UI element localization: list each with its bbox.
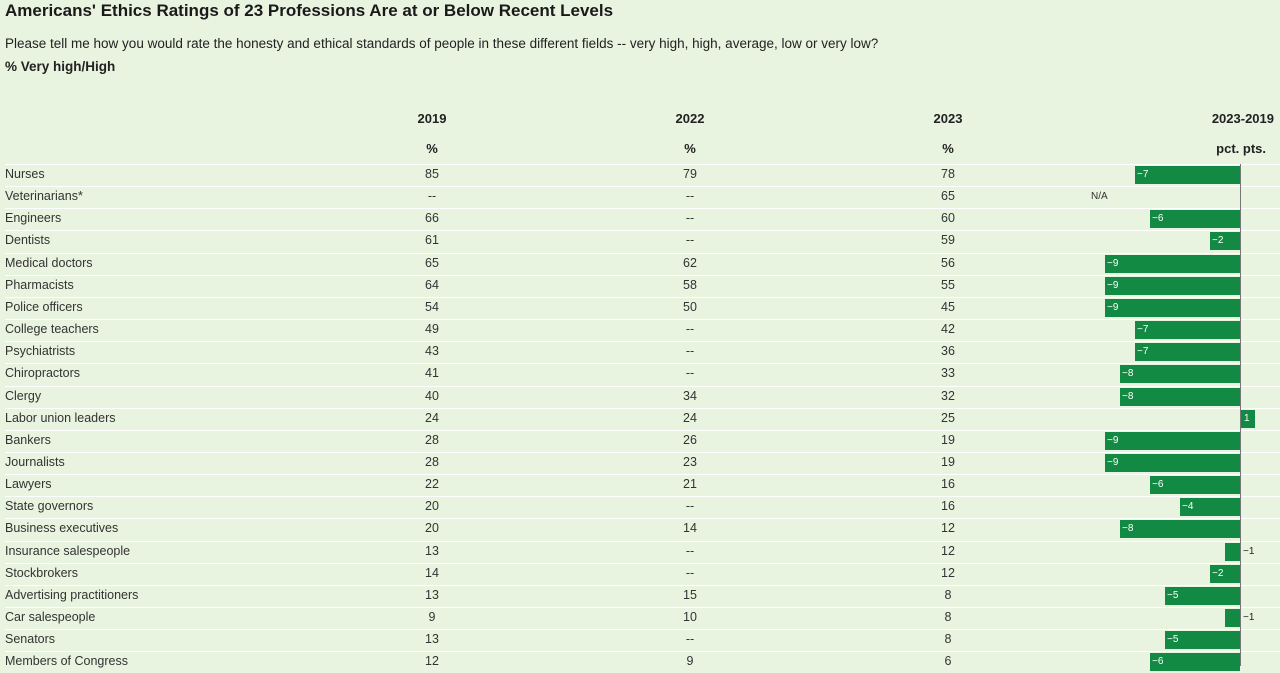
profession-name: Car salespeople <box>5 610 96 624</box>
value-2023: 33 <box>941 366 955 381</box>
value-2019: 24 <box>425 410 439 425</box>
value-2019: 66 <box>425 211 439 226</box>
diff-label: −4 <box>1182 501 1194 513</box>
value-2023: 8 <box>944 610 952 624</box>
diff-label: −6 <box>1152 479 1164 491</box>
table-row <box>0 208 1280 230</box>
diff-label: −9 <box>1107 301 1119 313</box>
value-2022: -- <box>685 499 695 514</box>
diff-bar <box>1105 277 1240 295</box>
value-2022: -- <box>685 344 695 359</box>
diff-label: −9 <box>1107 279 1119 291</box>
value-2023: 59 <box>941 233 955 248</box>
profession-name: Senators <box>5 632 56 647</box>
table-row <box>0 629 1280 651</box>
value-2023: 25 <box>941 410 955 425</box>
diff-label: −1 <box>1243 545 1255 557</box>
table-row <box>0 651 1280 673</box>
col-unit-diff: pct. pts. <box>1216 141 1266 156</box>
value-2022: -- <box>685 211 695 226</box>
table-row <box>0 230 1280 252</box>
col-unit-2023: % <box>942 141 954 156</box>
diff-label: 1 <box>1244 412 1250 424</box>
value-2019: -- <box>427 189 437 204</box>
diff-label: −7 <box>1137 169 1149 180</box>
na-label: N/A <box>1091 191 1108 203</box>
value-2023: 8 <box>944 587 952 602</box>
measure-label: % Very high/High <box>5 59 116 74</box>
value-2019: 20 <box>425 499 439 514</box>
table-row <box>0 164 1280 186</box>
profession-name: Engineers <box>5 211 62 226</box>
value-2019: 85 <box>425 167 439 181</box>
value-2023: 6 <box>944 654 952 669</box>
value-2019: 22 <box>425 477 439 492</box>
value-2022: -- <box>685 366 695 381</box>
diff-bar <box>1150 476 1240 494</box>
table-row <box>0 253 1280 275</box>
value-2022: -- <box>685 189 695 204</box>
diff-bar <box>1150 653 1240 671</box>
value-2019: 13 <box>425 543 439 558</box>
value-2019: 13 <box>425 587 439 602</box>
value-2022: 10 <box>683 610 697 624</box>
profession-name: College teachers <box>5 322 99 337</box>
value-2023: 16 <box>941 477 955 492</box>
diff-bar <box>1105 255 1240 273</box>
value-2023: 16 <box>941 499 955 514</box>
value-2023: 12 <box>941 543 955 558</box>
value-2023: 12 <box>941 521 955 536</box>
value-2023: 65 <box>941 189 955 204</box>
value-2022: 26 <box>683 432 697 447</box>
value-2019: 43 <box>425 344 439 359</box>
profession-name: Labor union leaders <box>5 410 116 425</box>
profession-name: Lawyers <box>5 477 52 492</box>
value-2022: 79 <box>683 167 697 181</box>
diff-bar <box>1105 454 1240 472</box>
profession-name: Clergy <box>5 388 42 403</box>
chart-subtitle: Please tell me how you would rate the honesty and ethical standards of people in these different fields -- very high, high, average, low or very low? <box>5 36 879 51</box>
profession-name: Police officers <box>5 299 83 314</box>
diff-bar <box>1120 388 1240 406</box>
value-2019: 13 <box>425 632 439 647</box>
value-2023: 56 <box>941 255 955 270</box>
value-2022: -- <box>685 233 695 248</box>
profession-name: Nurses <box>5 167 45 181</box>
value-2023: 19 <box>941 432 955 447</box>
profession-name: State governors <box>5 499 94 514</box>
value-2019: 28 <box>425 454 439 469</box>
value-2022: 15 <box>683 587 697 602</box>
diff-label: −9 <box>1107 456 1119 468</box>
diff-label: −9 <box>1107 434 1119 446</box>
value-2019: 41 <box>425 366 439 381</box>
diff-label: −1 <box>1243 612 1255 623</box>
value-2022: 50 <box>683 299 697 314</box>
value-2019: 61 <box>425 233 439 248</box>
value-2022: 34 <box>683 388 697 403</box>
value-2022: 58 <box>683 277 697 292</box>
col-header-diff: 2023-2019 <box>1211 111 1274 126</box>
value-2023: 42 <box>941 322 955 337</box>
profession-name: Bankers <box>5 432 51 447</box>
diff-label: −2 <box>1212 235 1224 247</box>
profession-name: Insurance salespeople <box>5 543 131 558</box>
zero-axis-line <box>1240 164 1241 666</box>
diff-label: −8 <box>1122 390 1134 402</box>
diff-label: −7 <box>1137 324 1149 336</box>
table-row <box>0 319 1280 341</box>
table-row <box>0 341 1280 363</box>
profession-name: Advertising practitioners <box>5 587 139 602</box>
table-row <box>0 518 1280 540</box>
col-unit-2019: % <box>426 141 438 156</box>
value-2022: 24 <box>683 410 697 425</box>
col-unit-2022: % <box>684 141 696 156</box>
diff-label: −5 <box>1167 634 1179 646</box>
diff-label: −9 <box>1107 257 1119 269</box>
value-2023: 60 <box>941 211 955 226</box>
value-2022: -- <box>685 543 695 558</box>
value-2019: 9 <box>428 610 436 624</box>
value-2022: -- <box>685 565 695 580</box>
diff-bar <box>1105 299 1240 317</box>
value-2022: 14 <box>683 521 697 536</box>
value-2019: 20 <box>425 521 439 536</box>
value-2022: 23 <box>683 454 697 469</box>
profession-name: Dentists <box>5 233 51 248</box>
profession-name: Business executives <box>5 521 119 536</box>
value-2023: 8 <box>944 632 952 647</box>
table-row <box>0 275 1280 297</box>
value-2022: 21 <box>683 477 697 492</box>
table-row <box>0 563 1280 585</box>
value-2023: 55 <box>941 277 955 292</box>
profession-name: Stockbrokers <box>5 565 78 580</box>
value-2019: 65 <box>425 255 439 270</box>
value-2023: 19 <box>941 454 955 469</box>
diff-label: −5 <box>1167 589 1179 601</box>
diff-label: −6 <box>1152 656 1164 668</box>
diff-bar <box>1135 321 1240 339</box>
diff-bar <box>1135 166 1240 184</box>
value-2019: 28 <box>425 432 439 447</box>
diff-label: −2 <box>1212 567 1224 579</box>
value-2019: 49 <box>425 322 439 337</box>
chart-title: Americans' Ethics Ratings of 23 Professions Are at or Below Recent Levels <box>5 1 614 20</box>
value-2019: 40 <box>425 388 439 403</box>
value-2019: 54 <box>425 299 439 314</box>
table-row <box>0 386 1280 408</box>
profession-name: Veterinarians* <box>5 189 83 204</box>
table-row <box>0 452 1280 474</box>
value-2019: 14 <box>425 565 439 580</box>
diff-bar <box>1150 210 1240 228</box>
table-row <box>0 408 1280 430</box>
diff-bar <box>1105 432 1240 450</box>
diff-bar <box>1225 543 1240 561</box>
table-row <box>0 496 1280 518</box>
profession-name: Medical doctors <box>5 255 93 270</box>
diff-bar <box>1135 343 1240 361</box>
profession-name: Chiropractors <box>5 366 81 381</box>
value-2022: 9 <box>686 654 694 669</box>
value-2022: 62 <box>683 255 697 270</box>
value-2022: -- <box>685 322 695 337</box>
profession-name: Members of Congress <box>5 654 128 669</box>
table-row <box>0 430 1280 452</box>
diff-bar <box>1120 365 1240 383</box>
value-2019: 64 <box>425 277 439 292</box>
value-2023: 36 <box>941 344 955 359</box>
profession-name: Journalists <box>5 454 65 469</box>
diff-bar <box>1120 520 1240 538</box>
diff-label: −7 <box>1137 346 1149 358</box>
table-row <box>0 607 1280 629</box>
diff-label: −8 <box>1122 368 1134 380</box>
diff-bar <box>1225 609 1240 627</box>
value-2022: -- <box>685 632 695 647</box>
col-header-2019: 2019 <box>417 111 447 126</box>
col-header-2023: 2023 <box>933 111 963 126</box>
value-2023: 12 <box>941 565 955 580</box>
profession-name: Psychiatrists <box>5 344 76 359</box>
value-2023: 78 <box>941 167 955 181</box>
table-row <box>0 297 1280 319</box>
value-2023: 32 <box>941 388 955 403</box>
table-row <box>0 541 1280 563</box>
table-row <box>0 186 1280 208</box>
col-header-2022: 2022 <box>675 111 705 126</box>
table-row <box>0 474 1280 496</box>
profession-name: Pharmacists <box>5 277 74 292</box>
value-2023: 45 <box>941 299 955 314</box>
value-2019: 12 <box>425 654 439 669</box>
diff-label: −8 <box>1122 523 1134 535</box>
diff-label: −6 <box>1152 213 1164 225</box>
table-row <box>0 585 1280 607</box>
table-row <box>0 363 1280 385</box>
